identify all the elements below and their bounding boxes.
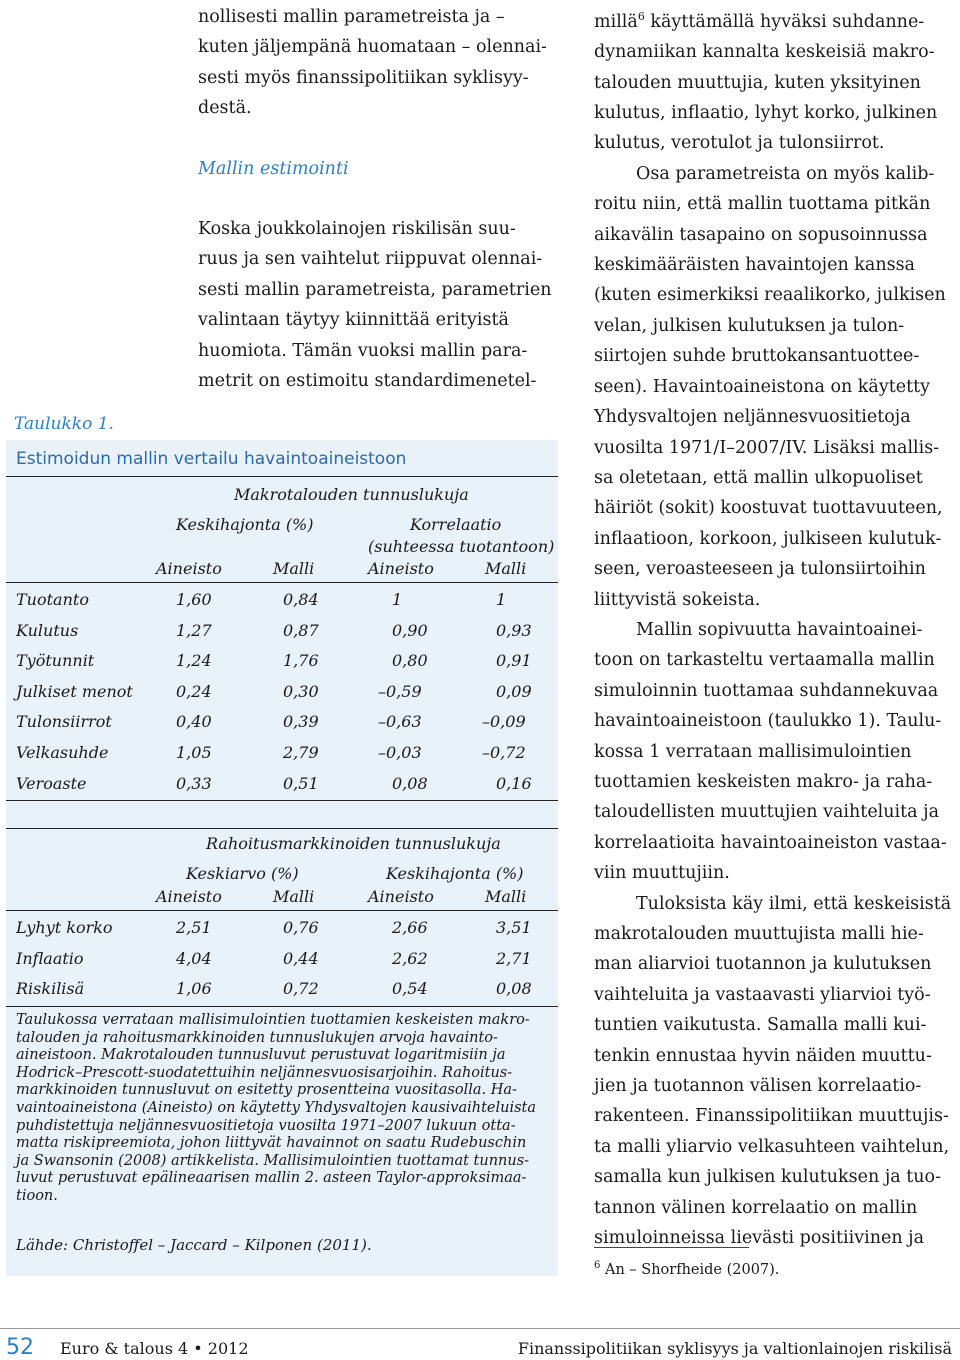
macro-group-stddev: Keskihajonta (%) <box>176 515 314 534</box>
body-line: Osa parametreista on myös kalib- <box>636 163 935 184</box>
col-header: Aineisto <box>156 559 222 578</box>
col-header: Malli <box>273 887 315 906</box>
body-line: man aliarvioi tuotannon ja kulutuksen <box>594 954 932 975</box>
col-header: Malli <box>485 887 527 906</box>
table-cell: 1,27 <box>176 620 212 640</box>
body-line: häiriöt (sokit) koostuvat tuottavuuteen, <box>594 498 943 519</box>
middle-column <box>198 2 550 396</box>
table-row-label: Tulonsiirrot <box>16 712 112 732</box>
col-header: Malli <box>273 559 315 578</box>
table-cell: 2,71 <box>496 948 532 968</box>
fin-heading: Rahoitusmarkkinoiden tunnuslukuja <box>206 834 501 853</box>
body-line: sesti mallin parametreista, parametrien <box>198 279 552 300</box>
table-cell: –0,63 <box>378 712 422 732</box>
fin-group-stddev: Keskihajonta (%) <box>386 864 524 883</box>
fin-group-mean: Keskiarvo (%) <box>186 864 299 883</box>
note-line: tioon. <box>16 1187 58 1204</box>
body-line: Yhdysvaltojen neljännesvuositietoja <box>594 407 911 428</box>
body-line: simuloinneissa lievästi positiivinen ja <box>594 1228 925 1249</box>
table-cell: 0,51 <box>283 773 319 793</box>
table-cell: 0,09 <box>496 681 532 701</box>
body-line: seen). Havaintoaineistona on käytetty <box>594 376 931 397</box>
col-header: Aineisto <box>368 887 434 906</box>
note-line: aineistoon. Makrotalouden tunnusluvut perustuvat logaritmisiin ja <box>16 1047 506 1064</box>
note-line: talouden ja rahoitusmarkkinoiden tunnuslukujen arvoja havainto- <box>16 1029 498 1046</box>
table-row-label: Inflaatio <box>16 948 84 968</box>
table-label: Taulukko 1. <box>14 414 114 434</box>
table-cell: –0,03 <box>378 743 422 762</box>
table-cell: 0,80 <box>392 651 428 671</box>
footnote-rule <box>594 1247 749 1248</box>
note-line: vaintoaineistona (Aineisto) on käytetty Yhdysvaltojen kausivaihteluista <box>16 1099 537 1116</box>
col-header: Aineisto <box>156 887 222 906</box>
table-cell: 0,08 <box>392 773 428 793</box>
divider <box>6 910 558 911</box>
divider <box>6 1006 558 1007</box>
note-line: Hodrick–Prescott-suodatettuihin neljännesvuosisarjoihin. Rahoitus- <box>16 1064 513 1081</box>
divider <box>6 582 558 583</box>
body-line: aikavälin tasapaino on sopusoinnussa <box>594 224 928 245</box>
table-cell: 4,04 <box>176 948 212 968</box>
table-cell: 0,72 <box>283 979 319 999</box>
footer-rule <box>0 1328 960 1329</box>
body-line: Tuloksista käy ilmi, että keskeisistä <box>636 893 952 914</box>
table-cell: 1,60 <box>176 590 212 609</box>
body-line: korrelaatioita havaintoaineiston vastaa- <box>594 832 947 853</box>
table-row-label: Lyhyt korko <box>16 918 113 937</box>
table-row-label: Kulutus <box>16 620 79 640</box>
footnote: $^6$ An – Shorfheide (2007). <box>594 1260 780 1278</box>
body-line: sa oletetaan, että mallin ulkopuoliset <box>594 467 923 488</box>
table-cell: 0,40 <box>176 712 212 732</box>
table-cell: 2,66 <box>392 918 428 937</box>
table-cell: 1,76 <box>283 651 319 671</box>
body-line: ta malli yliarvio velkasuhteen vaihtelun, <box>594 1136 950 1157</box>
body-line: destä. <box>198 98 252 119</box>
body-line: kulutus, inflaatio, lyhyt korko, julkinen <box>594 103 938 124</box>
body-line: inflaatioon, korkoon, julkiseen kulutuk- <box>594 528 942 549</box>
body-line: jien ja tuotannon välisen korrelaatio- <box>594 1076 922 1097</box>
body-line: makrotalouden muuttujista malli hie- <box>594 924 924 945</box>
body-line: samalla kun julkisen kulutuksen ja tuo- <box>594 1167 942 1188</box>
table-row-label: Velkasuhde <box>16 743 109 762</box>
macro-group-corr-sub: (suhteessa tuotantoon) <box>368 537 555 556</box>
footnote-ref: 6 <box>637 10 645 23</box>
body-line: ruus ja sen vaihtelut riippuvat olennai- <box>198 249 543 270</box>
table-cell: 0,90 <box>392 620 428 640</box>
body-line: simuloinnin tuottamaa suhdannekuvaa <box>594 680 939 701</box>
table-cell: 1,05 <box>176 743 212 762</box>
body-line: sesti myös finanssipolitiikan syklisyy- <box>198 67 529 88</box>
page-number: 52 <box>6 1335 34 1360</box>
table-title: Estimoidun mallin vertailu havaintoaineistoon <box>16 449 407 469</box>
body-line: keskimääräisten havaintojen kanssa <box>594 255 915 276</box>
table-cell: 0,08 <box>496 979 532 999</box>
table-row-label: Julkiset menot <box>16 681 133 701</box>
body-line: metrit on estimoitu standardimenetel- <box>198 371 537 392</box>
body-line: Koska joukkolainojen riskilisän suu- <box>198 219 516 240</box>
table-row-label: Riskilisä <box>16 979 85 999</box>
table-cell: 1 <box>392 590 403 609</box>
table-cell: –0,72 <box>482 743 526 762</box>
body-line: liittyvistä sokeista. <box>594 589 761 610</box>
body-line: siirtojen suhde bruttokansantuottee- <box>594 346 920 367</box>
right-column <box>594 2 950 1253</box>
body-line: roitu niin, että mallin tuottama pitkän <box>594 194 931 215</box>
table-cell: 0,87 <box>283 620 319 640</box>
body-line: talouden muuttujia, kuten yksityinen <box>594 72 921 93</box>
body-line: nollisesti mallin parametreista ja – <box>198 7 505 27</box>
body-line: dynamiikan kannalta keskeisiä makro- <box>594 42 935 63</box>
note-line: matta riskipreemiota, johon liittyvät havainnot on saatu Rudebuschin <box>16 1135 527 1152</box>
table-note <box>16 1012 544 1206</box>
body-line: vuosilta 1971/I–2007/IV. Lisäksi mallis- <box>594 437 940 458</box>
table-cell: 2,51 <box>176 918 212 937</box>
body-line: toon on tarkasteltu vertaamalla mallin <box>594 650 935 671</box>
body-line: havaintoaineistoon (taulukko 1). Taulu- <box>594 711 942 732</box>
table-cell: 0,33 <box>176 773 212 793</box>
table-cell: –0,09 <box>482 712 526 732</box>
body-line: tenkin ennustaa hyvin näiden muuttu- <box>594 1045 932 1066</box>
body-line: seen, veroasteeseen ja tulonsiirtoihin <box>594 559 926 580</box>
body-line: tuntien vaikutusta. Samalla malli kui- <box>594 1015 927 1036</box>
body-line: huomiota. Tämän vuoksi mallin para- <box>198 340 528 361</box>
body-line: kulutus, verotulot ja tulonsiirrot. <box>594 133 885 154</box>
col-header: Malli <box>485 559 527 578</box>
table-cell: 0,30 <box>283 681 319 701</box>
table-cell: –0,59 <box>378 681 422 701</box>
table-cell: 0,54 <box>392 979 428 999</box>
body-line: tannon välinen korrelaatio on mallin <box>594 1197 918 1218</box>
table-cell: 2,62 <box>392 948 428 968</box>
table-cell: 0,16 <box>496 773 532 793</box>
table-cell: 0,84 <box>283 590 319 609</box>
body-line: kossa 1 verrataan mallisimulointien <box>594 741 912 762</box>
macro-heading: Makrotalouden tunnuslukuja <box>234 485 469 504</box>
divider <box>6 476 558 477</box>
table-cell: 1,06 <box>176 979 212 999</box>
table-row-label: Tuotanto <box>16 590 89 609</box>
note-line: markkinoiden tunnusluvut on esitetty prosentteina vuositasolla. Ha- <box>16 1082 517 1099</box>
body-line: (kuten esimerkiksi reaalikorko, julkisen <box>594 285 946 306</box>
table-cell: 0,91 <box>496 651 532 671</box>
journal-name: Euro & talous 4 • 2012 <box>60 1339 249 1358</box>
table-cell: 0,44 <box>283 948 319 968</box>
table-cell: 1 <box>496 590 507 609</box>
table-cell: 2,79 <box>283 743 319 762</box>
table-cell: 0,39 <box>283 712 319 732</box>
body-line: valintaan täytyy kiinnittää erityistä <box>198 310 509 331</box>
table-cell: 0,24 <box>176 681 212 701</box>
body-line: tuottamien keskeisten makro- ja raha- <box>594 771 933 792</box>
note-line: Taulukossa verrataan mallisimulointien tuottamien keskeisten makro- <box>16 1012 530 1028</box>
note-line: ja Swansonin (2008) artikkelista. Mallisimulointien tuottamat tunnus- <box>16 1152 530 1169</box>
table-row-label: Työtunnit <box>16 651 95 671</box>
body-line: Mallin sopivuutta havaintoainei- <box>636 619 923 640</box>
body-line: rakenteen. Finanssipolitiikan muuttujis- <box>594 1106 949 1127</box>
note-line: luvut perustuvat epälineaarisen mallin 2. asteen Taylor-approksimaa- <box>16 1170 527 1187</box>
body-line: kuten jäljempänä huomataan – olennai- <box>198 37 547 58</box>
table-cell: 0,76 <box>283 918 319 937</box>
body-line: vaihteluita ja vastaavasti yliarvioi työ- <box>594 984 931 1005</box>
divider <box>6 828 558 829</box>
body-line: viin muuttujiin. <box>594 863 730 884</box>
col-header: Aineisto <box>368 559 434 578</box>
table-row-label: Veroaste <box>16 773 87 793</box>
body-line: velan, julkisen kulutuksen ja tulon- <box>594 315 905 336</box>
running-title: Finanssipolitiikan syklisyys ja valtionlainojen riskilisä <box>517 1339 952 1358</box>
table-cell: 3,51 <box>496 918 532 937</box>
body-line: taloudellisten muuttujien vaihteluita ja <box>594 802 940 823</box>
table-cell: 1,24 <box>176 651 212 671</box>
section-subheading: Mallin estimointi <box>198 158 349 179</box>
divider <box>6 800 558 801</box>
table-cell: 0,93 <box>496 620 532 640</box>
macro-group-corr: Korrelaatio <box>410 515 502 534</box>
body-line: millä$^6$ käyttämällä hyväksi suhdanne- <box>594 10 925 32</box>
note-line: puhdistettuja neljännesvuositietoja vuosilta 1971–2007 lukuun otta- <box>16 1117 516 1134</box>
table-source: Lähde: Christoffel – Jaccard – Kilponen (2011). <box>16 1236 372 1254</box>
